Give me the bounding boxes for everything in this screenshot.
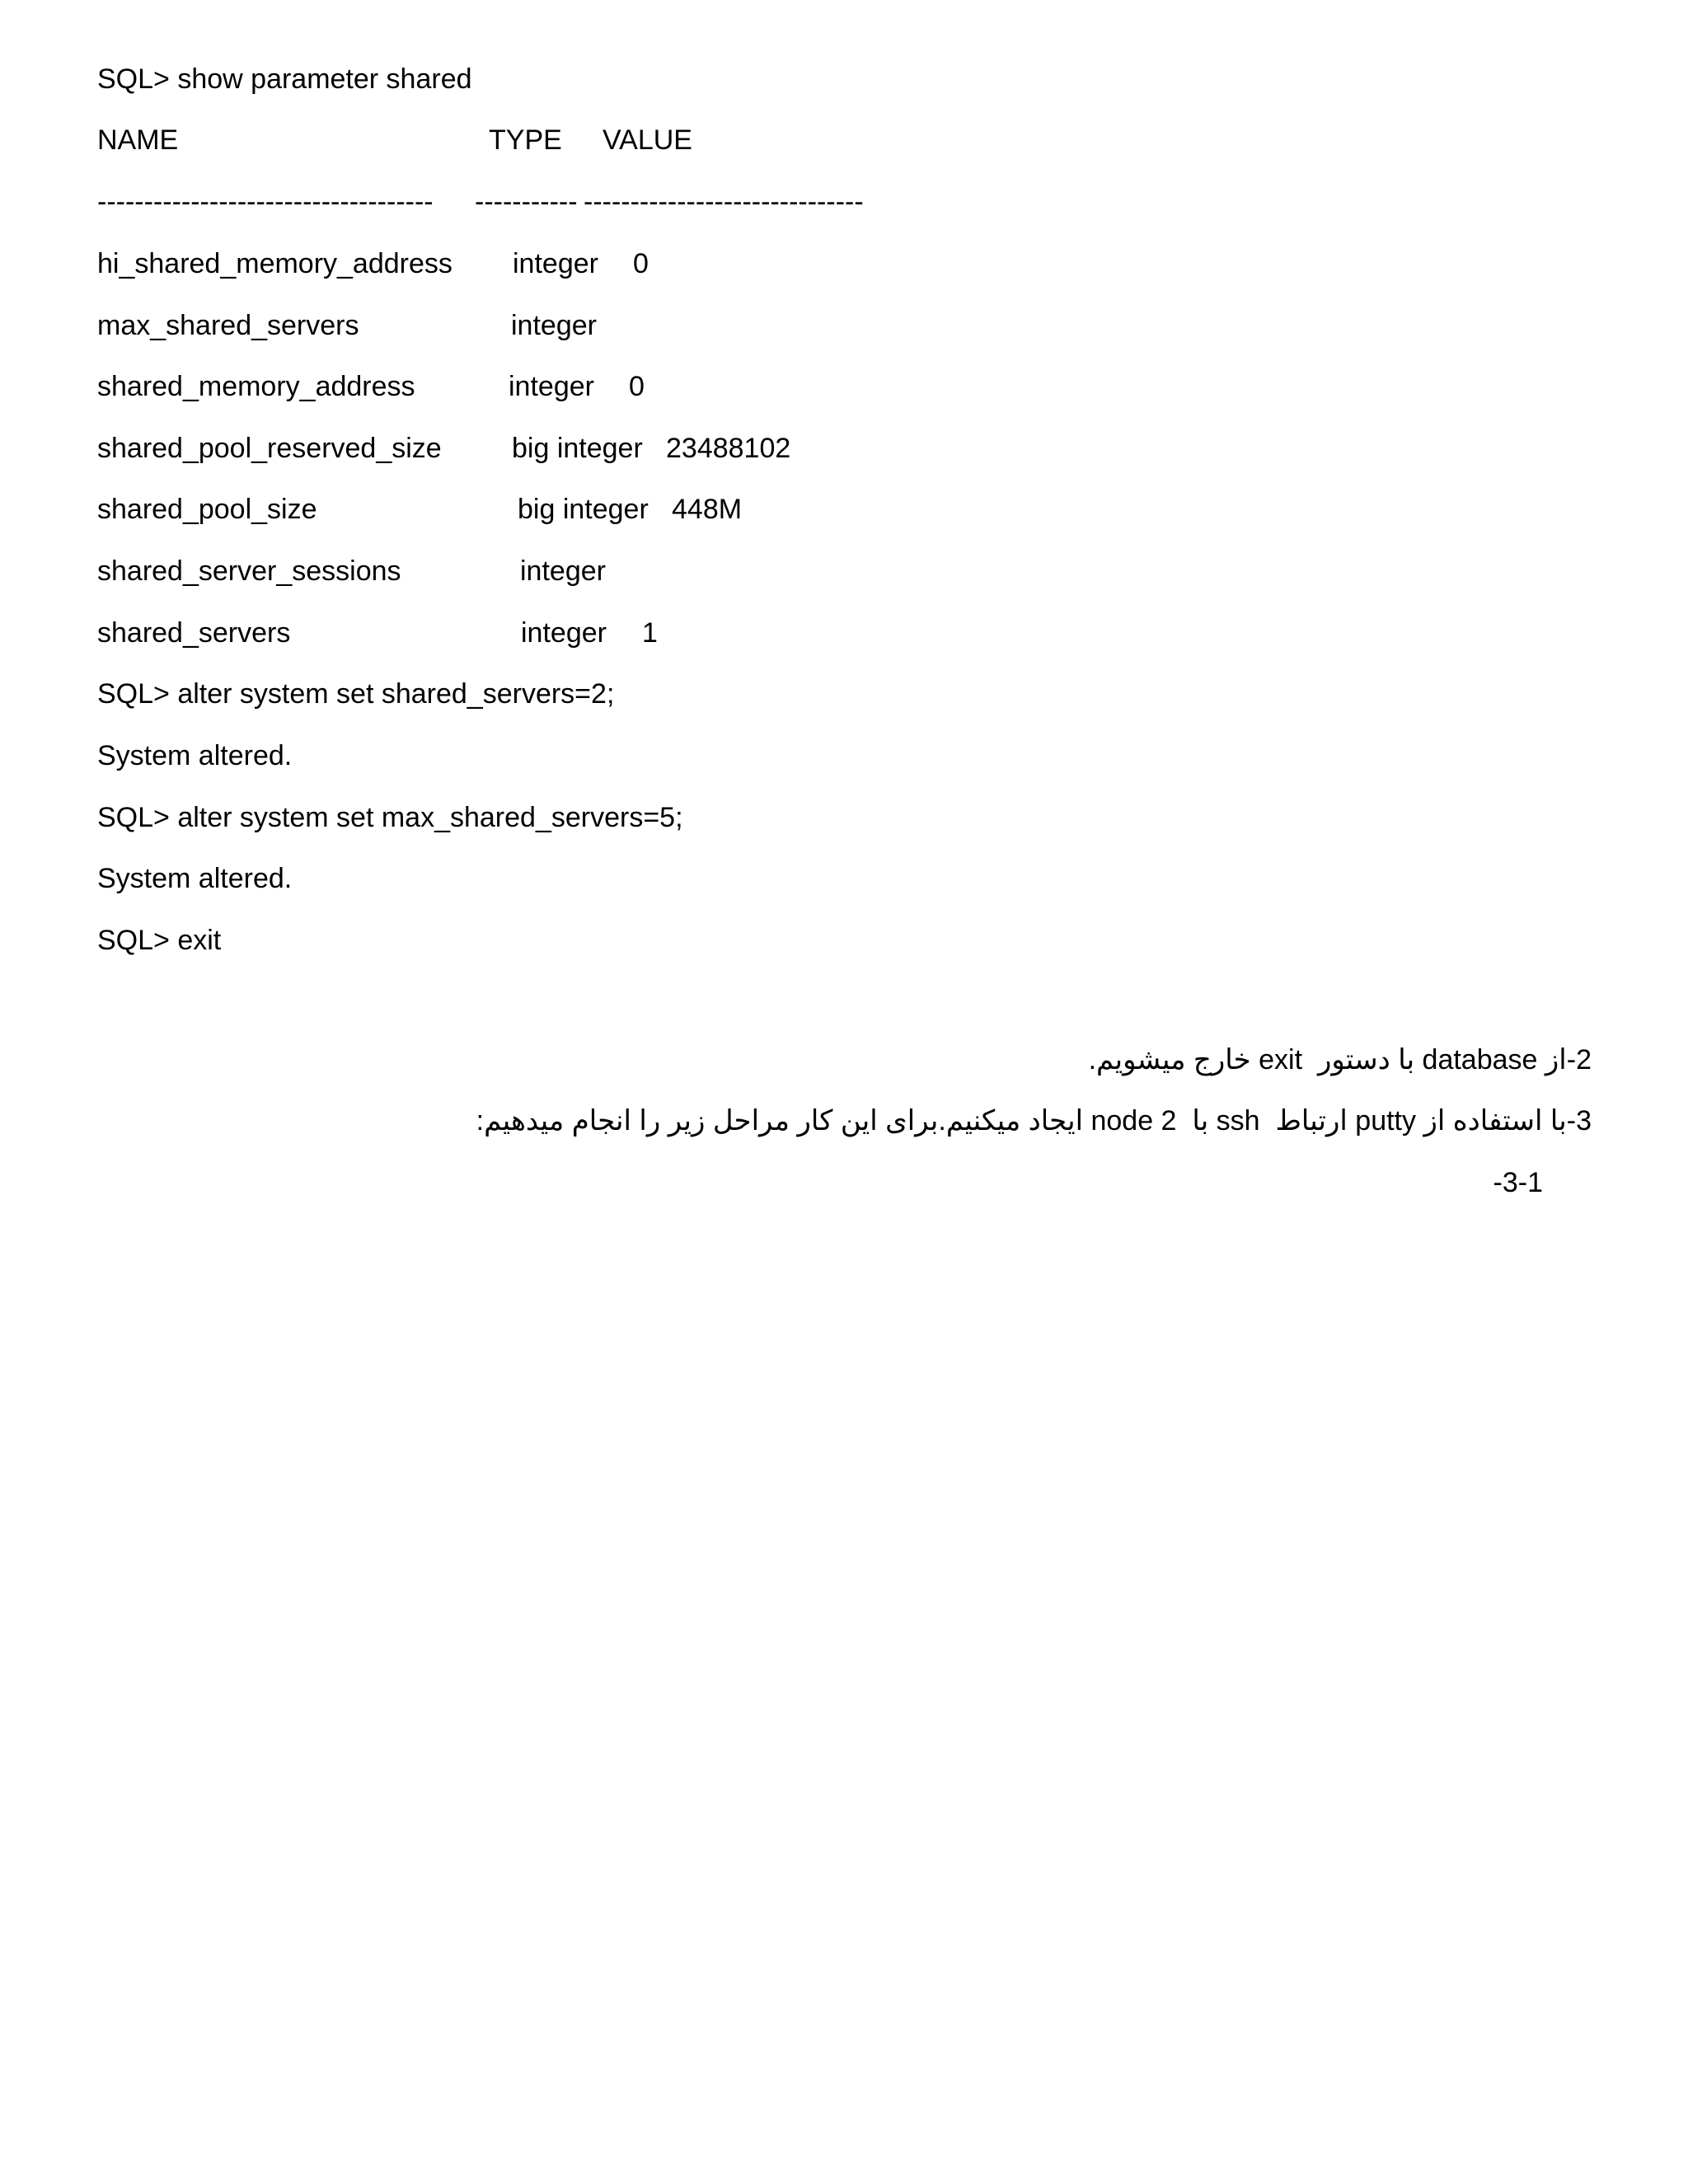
table-row bbox=[0, 616, 1688, 649]
header-value: VALUE bbox=[603, 124, 692, 156]
table-row bbox=[0, 370, 1688, 403]
row-name: shared_pool_reserved_size bbox=[97, 433, 442, 464]
row-value: 1 bbox=[642, 617, 658, 649]
row-value: 0 bbox=[633, 248, 649, 279]
table-row bbox=[0, 432, 1688, 465]
row-type: big integer bbox=[518, 494, 649, 525]
row-type: integer bbox=[511, 310, 597, 341]
sql-exit-command: SQL> exit bbox=[97, 925, 222, 956]
header-name: NAME bbox=[97, 124, 179, 156]
row-name: hi_shared_memory_address bbox=[97, 248, 452, 279]
row-name: shared_memory_address bbox=[97, 371, 415, 402]
separator-type: ----------- bbox=[475, 186, 578, 218]
sql-alter-max-shared-servers: SQL> alter system set max_shared_servers=5; bbox=[97, 802, 683, 833]
row-type: integer bbox=[509, 371, 594, 402]
row-type: integer bbox=[521, 617, 607, 649]
system-altered-2: System altered. bbox=[97, 863, 293, 894]
row-value: 23488102 bbox=[666, 433, 791, 464]
step-3-text: 3-با استفاده از putty ارتباط ssh با node 2 ایجاد میکنیم.برای این کار مراحل زیر را انجام میدهیم: bbox=[476, 1105, 1592, 1137]
table-header-row bbox=[0, 124, 1688, 157]
separator-name: ------------------------------------ bbox=[97, 186, 434, 218]
header-type: TYPE bbox=[489, 124, 562, 156]
row-name: max_shared_servers bbox=[97, 310, 359, 341]
row-name: shared_servers bbox=[97, 617, 291, 649]
row-name: shared_pool_size bbox=[97, 494, 317, 525]
sql-show-command: SQL> show parameter shared bbox=[97, 63, 472, 95]
row-type: integer bbox=[520, 555, 606, 587]
system-altered-1: System altered. bbox=[97, 740, 293, 771]
table-row bbox=[0, 555, 1688, 588]
step-3-1-text: 3-1- bbox=[1493, 1167, 1543, 1198]
row-value: 448M bbox=[672, 494, 743, 525]
row-type: integer bbox=[513, 248, 598, 279]
row-type: big integer bbox=[512, 433, 643, 464]
table-separator-row bbox=[0, 185, 1688, 218]
sql-alter-shared-servers: SQL> alter system set shared_servers=2; bbox=[97, 678, 615, 710]
table-row bbox=[0, 247, 1688, 280]
row-name: shared_server_sessions bbox=[97, 555, 401, 587]
table-row bbox=[0, 493, 1688, 526]
table-row bbox=[0, 309, 1688, 342]
separator-value: ------------------------------ bbox=[584, 186, 864, 218]
step-2-text: 2-از database با دستور exit خارج میشویم. bbox=[1088, 1044, 1592, 1076]
row-value: 0 bbox=[629, 371, 645, 402]
